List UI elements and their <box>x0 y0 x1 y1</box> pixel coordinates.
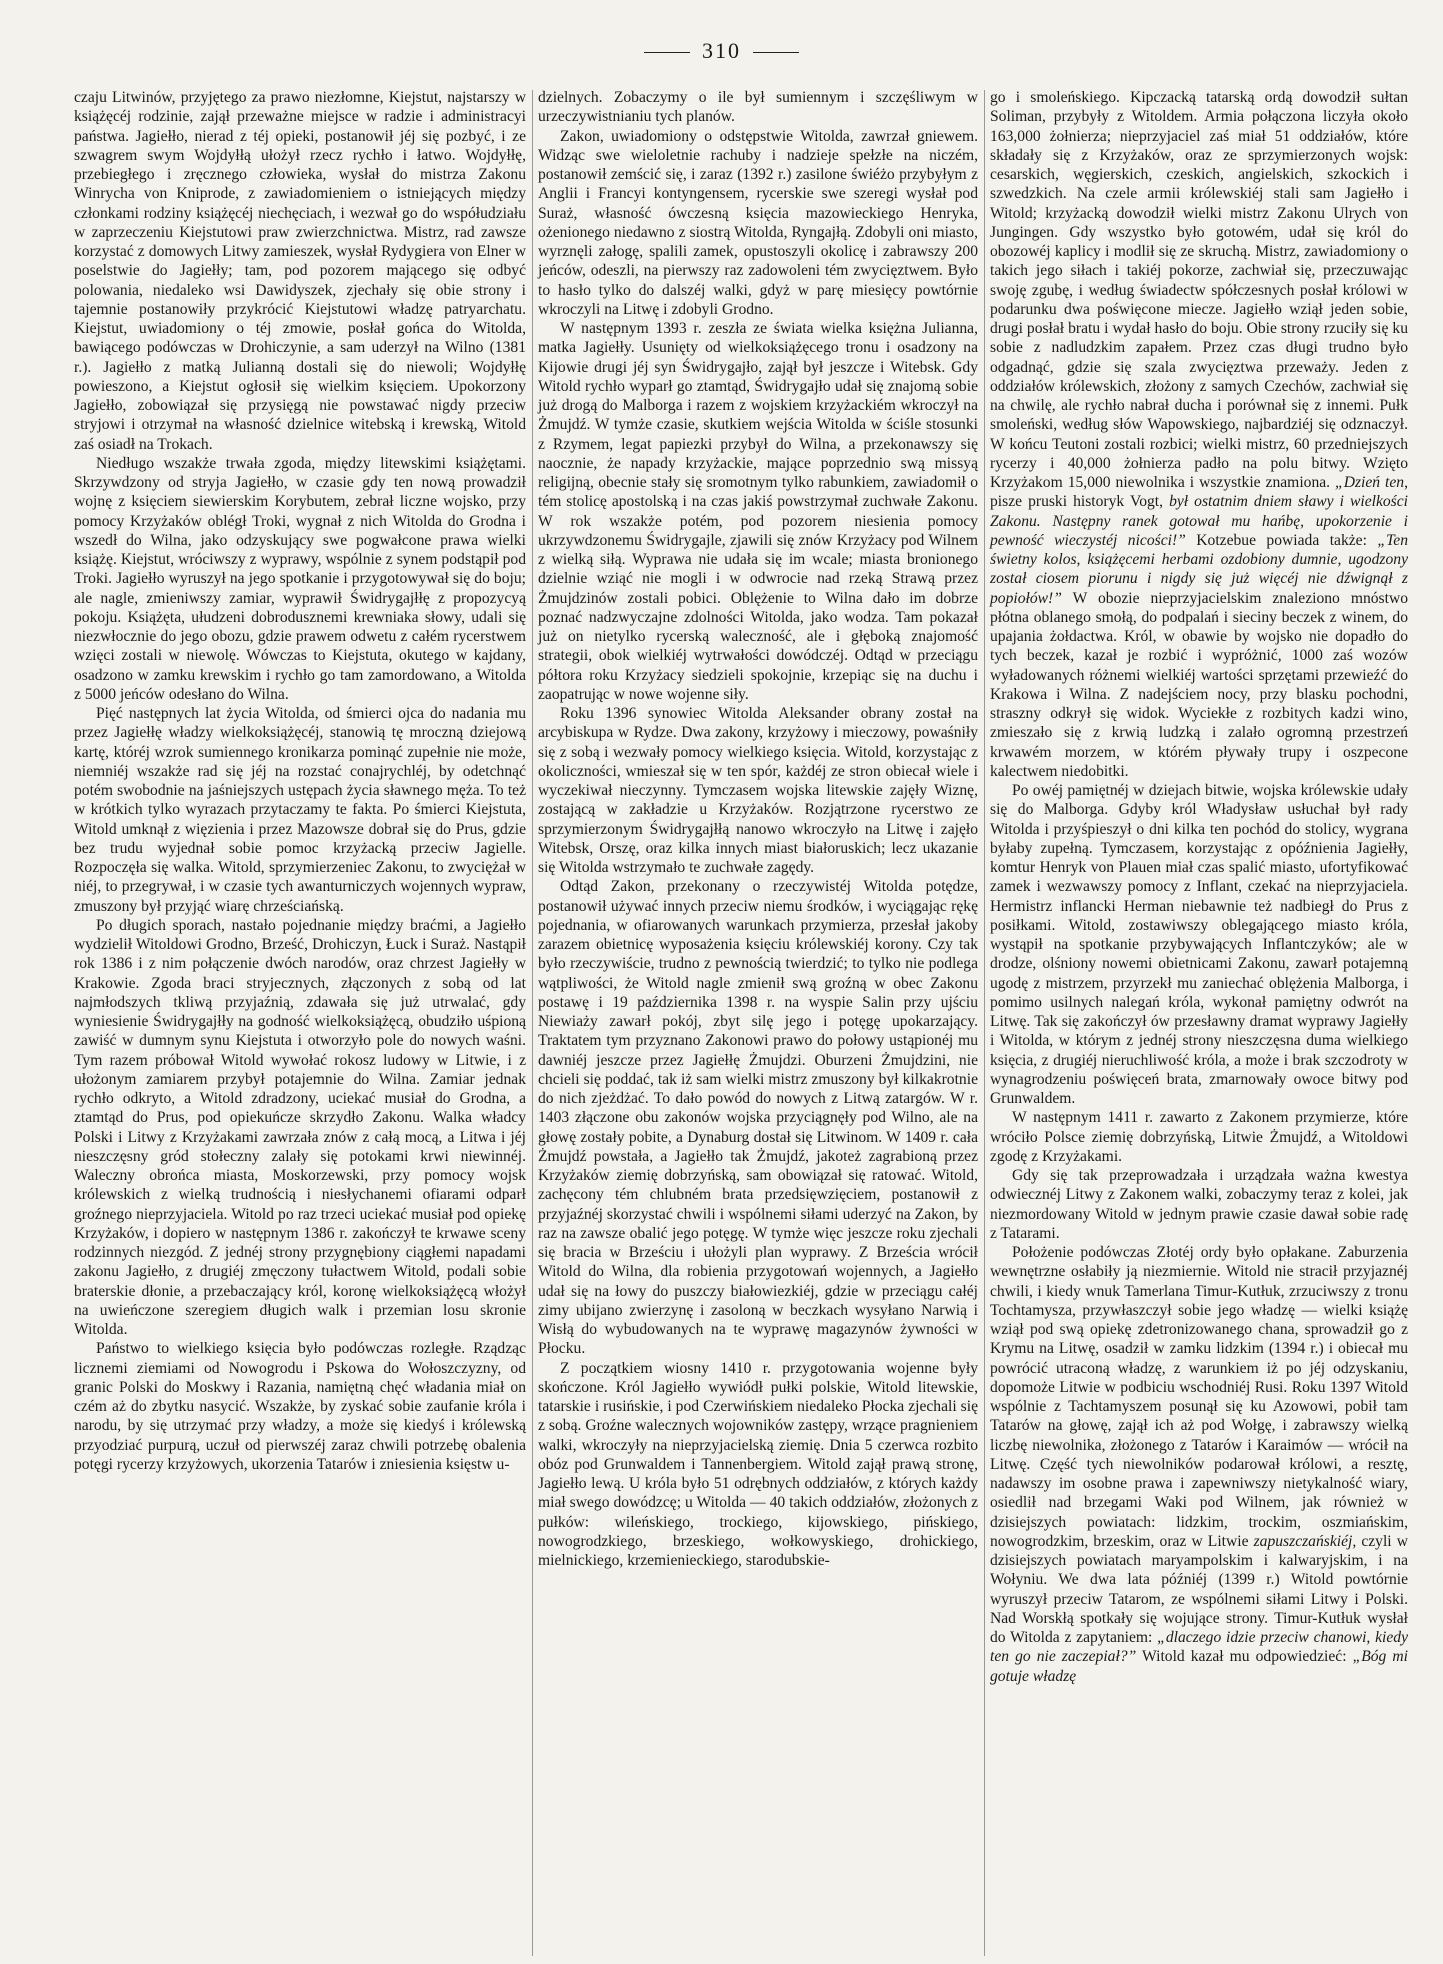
text-run: W następnym 1411 r. zawarto z Zakonem przymierze, które wróciło Polsce ziemię dobrzyńską, Litwie Żmujdź, a Witoldowi zgodę z Krzyżakami. <box>990 1109 1408 1165</box>
text-run: pisze pruski historyk Vogt, <box>990 493 1170 511</box>
text-run: Położenie podówczas Złotéj ordy było opłakane. Zaburzenia wewnętrzne osłabiły ją niezmiernie. Witold nie stracił przyjaznéj chwili, i kiedy wnuk Tamerlana Timur-Kutłuk, zrzuciwszy z tronu Tochtamysza, przywłaszczył sobie jego władzę — wielki książę wziął pod swą opiekę zdetronizowanego chana, sprowadził go z Krymu na Litwę, osadził w zamku lidzkim (1394 r.) i obiecał mu powrócić utraconą władzę, z warunkiem iż po jéj odzyskaniu, dopomoże Litwie w podbiciu wschodniéj Rusi. Roku 1397 Witold wspólnie z Tachtamyszem posunął się ku Azowowi, pobił tam Tatarów na głowę, zajął ich aż pod Wołgę, i zabrawszy wielką liczbę niewolnika, złożonego z Tatarów i Karaimów — wrócił na Litwę. Część tych niewolników podarował królowi, a resztę, nadawszy im osobne prawa i zapewniwszy nietykalność wiary, osiedlił nad brzegami Waki pod Wilnem, jak również w dzisiejszych powiatach: lidzkim, trockim, oszmiańskim, nowogrodzkim, brzeskim, oraz w Litwie <box>990 1244 1408 1550</box>
paragraph <box>538 127 978 320</box>
italic-quote: „dlaczego idzie przeciw chanowi, kiedy ten go nie zaczepiał?” <box>990 1629 1408 1666</box>
text-run: Po długich sporach, nastało pojednanie między braćmi, a Jagiełło wydzielił Witoldowi Grodno, Brześć, Drohiczyn, Łuck i Suraż. Nastąpił rok 1386 i z nim połączenie dwóch narodów, oraz chrzest Jagiełły w Krakowie. Zgoda braci stryjecznych, złączonych z sobą od lat najmłodszych tkliwą przyjaźnią, zdawała się już utrwalać, gdy wyniesienie Świdrygajłły na godność wielkoksiążęcą, obudziło uśpioną zawiść w dumnym synu Kiejstuta i otworzyło pole do nowych waśni. Tym razem próbował Witold wywołać rokosz ludowy w Litwie, i z ułożonym zamiarem przybył potajemnie do Wilna. Zamiar jednak rychło odkryto, a Witold zdradzony, uciekać musiał do Grodna, a ztamtąd do Prus, pod opiekuńcze skrzydło Zakonu. Walka władcy Polski i Litwy z Krzyżakami zawrzała znów z całą mocą, a Litwa i jéj nieszczęsny gród stołeczny zalały się potokami krwi niewinnéj. Waleczny obrońca miasta, Moskorzewski, przy pomocy wojsk królewskich z wielką trudnością i niesłychanemi ofiarami odparł groźnego nieprzyjaciela. Witold po raz trzeci uciekać musiał pod opiekę Krzyżaków, i dopiero w następnym 1386 r. zakończył te krwawe sceny rodzinnych niezgód. Z jednéj strony przygnębiony ciągłemi napadami zakonu Jagiełło, z drugiéj zmęczony tułactwem Witold, podali sobie braterskie dłonie, a przebaczający król, koronę wielkoksiążęcą włożył na uwieńczone szeregiem długich walk i przemian losu skronie Witolda. <box>74 916 526 1338</box>
italic-quote: zapuszczańskiéj, <box>1253 1532 1357 1550</box>
header-rule-right <box>753 52 799 53</box>
paragraph <box>74 916 526 1340</box>
text-run: Roku 1396 synowiec Witolda Aleksander obrany został na arcybiskupa w Rydze. Dwa zakony, krzyżowy i mieczowy, powaśniły się z sobą i wezwały pomocy wielkiego księcia. Witold, korzystając z okoliczności, wmieszał się w ten spór, każdéj ze stron obiecał wiele i wyczekiwał nieczynny. Tymczasem wojska litewskie zajęły Wiznę, zostającą w zakładzie u Krzyżaków. Rozjątrzone rycerstwo ze sprzymierzonym Świdrygajłłą nanowo wkroczyło na Litwę i zajęło Witebsk, Orszę, oraz kilka innych miast białoruskich; lecz ukazanie się Witolda wstrzymało te zuchwałe zagędy. <box>538 705 978 876</box>
paragraph <box>538 88 978 127</box>
paragraph <box>538 319 978 704</box>
italic-quote: był ostatnim dniem sławy i wielkości Zakonu. Następny ranek gotował mu hańbę, upokorzenie i pewność wieczystéj nicości!” <box>990 493 1409 549</box>
column-divider <box>532 90 533 1956</box>
paragraph <box>538 877 978 1358</box>
italic-quote: „Ten świetny kolos, książęcemi herbami ozdobiony dumnie, ugodzony został ciosem piorunu i nigdy się już więcéj nie dźwignął z popiołów!” <box>990 531 1408 607</box>
text-run: Z początkiem wiosny 1410 r. przygotowania wojenne były skończone. Król Jagiełło wywiódł pułki polskie, Witold litewskie, tatarskie i rusińskie, i pod Czerwińskiem niedaleko Płocka zjechali się z sobą. Groźne walecznych wojowników zastępy, wrzące pragnieniem walki, wkroczyły na nieprzyjacielską ziemię. Dnia 5 czerwca rozbito obóz pod Grunwaldem i Tannenbergiem. Witold zajął prawą stronę, Jagiełło lewą. U króla było 51 odrębnych oddziałów, z których każdy miał swego dowódzcę; u Witolda — 40 takich oddziałów, złożonych z pułków: wileńskiego, trockiego, kijowskiego, pińskiego, nowogrodzkiego, brzeskiego, wołkowyskiego, drohickiego, mielnickiego, krzemienieckiego, starodubskie- <box>538 1359 978 1569</box>
paragraph <box>74 454 526 704</box>
page-number: 310 <box>702 38 741 63</box>
text-run: czyli w dzisiejszych powiatach maryampolskim i kalwaryjskim, i na Wołyniu. We dwa lata późniéj (1399 r.) Witold powtórnie wyruszył przeciw Tatarom, ze wspólnemi siłami Litwy i Polski. Nad Worskłą spotkały się wojujące strony. Timur-Kutłuk wysłał do Witolda z zapytaniem: <box>990 1532 1408 1646</box>
text-run: Pięć następnych lat życia Witolda, od śmierci ojca do nadania mu przez Jagiełłę władzy wielkoksiążęcéj, stanowią tę mroczną dziejową kartę, któréj wzrok sumiennego kronikarza pominąć zupełnie nie może, niemniéj wszakże rad się jéj na rozstać conajrychléj, by odetchnąć potém swobodnie na jaśniejszych ustępach życia sławnego męża. To też w krótkich tylko wyrazach przytaczamy te fakta. Po śmierci Kiejstuta, Witold umknął z więzienia i przez Mazowsze dobrał się do Prus, gdzie bez trudu wyjednał sobie pomoc krzyżacką przeciw Jagielle. Rozpoczęła się walka. Witold, sprzymierzeniec Zakonu, to zwyciężał w niéj, to przegrywał, i w czasie tych awanturniczych wojennych wypraw, zmuszony był przyjąć wiarę chrześciańską. <box>74 705 526 915</box>
column-divider <box>984 90 985 1956</box>
paragraph <box>538 1359 978 1571</box>
text-run: czaju Litwinów, przyjętego za prawo niezłomne, Kiejstut, najstarszy w książęcéj rodzinie, zajął przeważne miejsce w radzie i administracyi państwa. Jagiełło, nierad z téj opieki, postanowił jéj się pozbyć, i ze szwagrem swym Wojdyłłą ułożył rzecz rychło i łatwo. Wojdyłłę, przebiegłego i zręcznego człowieka, wysłał do mistrza Zakonu Winrycha von Kniprode, z zawiadomieniem o istniejących między członkami rodziny książęcéj niechęciach, i wezwał go do współudziału w zaprzeczeniu Kiejstutowi praw zwierzchnictwa. Mistrz, rad zawsze korzystać z domowych Litwy zamieszek, wysłał Rydygiera von Elner w poselstwie do Jagiełły; tam, pod pozorem mającego się odbyć polowania, niedaleko wsi Dawidyszek, zjechały się obie strony i tajemnie postanowiły przykrócić Kiejstutowi władzę patryarchatu. Kiejstut, uwiadomiony o téj zmowie, posłał gońca do Witolda, bawiącego podówczas w Drohiczynie, a sam uderzył na Wilno (1381 r.). Jagiełło z matką Julianną dostali się do niewoli; Wojdyłłę powieszono, a Kiejstut ogłosił się wielkim księciem. Upokorzony Jagiełło, zobowiązał się przysięgą nie powstawać nigdy przeciw stryjowi i otrzymał na własność dzielnice witebską i krewską, Witold zaś osiadł na Trokach. <box>74 89 526 453</box>
paragraph <box>74 1339 526 1474</box>
paragraph <box>990 1166 1408 1243</box>
text-column-3 <box>990 88 1408 1686</box>
paragraph <box>990 1108 1408 1166</box>
text-run: Po owéj pamiętnéj w dziejach bitwie, wojska królewskie udały się do Malborga. Gdyby król Władysław usłuchał był rady Witolda i przyśpieszył o dni kilka ten pochód do stolicy, wygrana byłaby zupełną. Tymczasem, korzystając z opóźnienia Jagiełły, komtur Henryk von Plauen miał czas spalić miasto, ufortyfikować zamek i wezwawszy pomocy z Inflant, czekać na nieprzyjaciela. Hermistrz inflancki Herman niebawnie też nadbiegł do Prus z posiłkami. Witold, zostawiwszy oblegającego miasto króla, wystąpił na spotkanie przybywających Inflantczyków; ale w drodze, olśniony nowemi obietnicami Zakonu, zawarł potajemną ugodę z mistrzem, przyrzekł mu zaniechać oblężenia Malborga, i pomimo usilnych nalegań króla, wykonał pamiętny odwrót na Litwę. Tak się zakończył ów przesławny dramat wyprawy Jagiełły i Witolda, w którym z jednéj strony nieszczęsna duma wielkiego księcia, z drugiéj nieruchliwość króla, a może i brak szczodroty w wynagrodzeniu poświęceń brata, zmarnowały owoce bitwy pod Grunwaldem. <box>990 782 1408 1107</box>
text-run: Zakon, uwiadomiony o odstępstwie Witolda, zawrzał gniewem. Widząc swe wieloletnie rachuby i nadzieje spełzłe na niczém, postanowił zemścić się, i zaraz (1392 r.) zasilone świéżo przybyłym z Anglii i Francyi kontyngensem, rycerskie swe szeregi wysłał pod Suraż, własność ówczesną księcia mazowieckiego Henryka, ożenionego niedawno z siostrą Witolda, Ryngajłą. Zdobyli oni miasto, wyrznęli załogę, spalili zamek, opustoszyli okolicę i zabrawszy 200 jeńców, odeszli, na pierwszy raz zadowoleni tém zwycięztwem. Było to hasło tylko do dalszéj walki, gdyż w parę miesięcy powtórnie wkroczyli na Litwę i zdobyli Grodno. <box>538 127 978 318</box>
italic-quote: „Bóg mi gotuje władzę <box>990 1648 1408 1685</box>
text-run: Gdy się tak przeprowadzała i urządzała ważna kwestya odwiecznéj Litwy z Zakonem walki, zobaczymy teraz z kolei, jak niezmordowany Witold w jednym prawie czasie dawał sobie radę z Tatarami. <box>990 1167 1408 1242</box>
paragraph <box>990 88 1408 781</box>
text-run: Niedługo wszakże trwała zgoda, między litewskimi książętami. Skrzywdzony od stryja Jagiełło, w czasie gdy ten nową prowadził wojnę z księciem siewierskim Korybutem, zebrał liczne wojsko, przy pomocy Krzyżaków oblégł Troki, wygnał z nich Witolda do Grodna i wszedł do Wilna, jako odzyskujący swe pogwałcone prawa wielki książę. Kiejstut, wróciwszy z wyprawy, wspólnie z synem podstąpił pod Troki. Jagiełło wyruszył na jego spotkanie i przygotowywał się do boju; ale nagle, zmieniwszy zamiar, wyprawił Świdrygajłłę z propozycyą pokoju. Książęta, ułudzeni dobrodusznemi krewniaka słowy, udali się niezwłocznie do jego obozu, gdzie prawem odwetu z całém rycerstwem wzięci zostali w niewolę. Wówczas to Kiejstuta, okutego w kajdany, osadzono w zamku krewskim i rychło go tam zamordowano, a Witolda z 5000 jeńców odesłano do Wilna. <box>74 454 526 703</box>
text-run: dzielnych. Zobaczymy o ile był sumiennym i szczęśliwym w urzeczywistnianiu tych planów. <box>538 89 978 126</box>
paragraph <box>74 88 526 454</box>
page-header <box>0 38 1443 64</box>
text-run: Odtąd Zakon, przekonany o rzeczywistéj Witolda potędze, postanowił używać innych przeciw niemu środków, i wyciągając rękę pojednania, w ofiarowanych warunkach przymierza, przesłał jakoby zarazem obietnicę wyposażenia księciu królewskiéj korony. Czy tak było rzeczywiście, trudno z pewnością twierdzić; to tylko nie podlega wątpliwości, że Witold nagle zmienił swą groźną w obec Zakonu postawę i 19 października 1398 r. na wyspie Salin przy ujściu Niewiaży zawarł pokój, zbyt silę jego i potęgę upokarzający. Traktatem tym przyznano Zakonowi prawo do połowy ustąpionéj mu dawniéj jeszcze przez Jagiełłę Żmujdzi. Oburzeni Żmujdzini, nie chcieli się poddać, tak iż sam wielki mistrz zmuszony był kilkakrotnie do nich zjeżdżać. To dało powód do nowych z Litwą zatargów. W r. 1403 złączone obu zakonów wojska przyciągnęły pod Wilno, ale na głowę zostały pobite, a Dynaburg dostał się Litwinom. W 1409 r. cała Żmujdź powstała, a Jagiełło tak Żmujdź, jakoteż zagrabioną przez Krzyżaków ziemię dobrzyńską, sam obowiązał się ratować. Witold, zachęcony tém chlubném brata przedsięwzięciem, postanowił z przyjaźnéj skorzystać chwili i wspólnemi siłami uderzyć na Zakon, by raz na zawsze obalić jego potęgę. W tymże więc jeszcze roku zjechali się bracia w Brześciu i ułożyli plan wyprawy. Z Brześcia wrócił Witold do Wilna, dla robienia przygotowań wojennych, a Jagiełło udał się na łowy do puszczy białowiezkiéj, gdzie w przeciągu całéj zimy ubijano zwierzynę i zasoloną w beczkach wysyłano Narwią i Wisłą do wybudowanych na te wyprawę magazynów żywności w Płocku. <box>538 878 978 1358</box>
text-run: Witold kazał mu odpowiedzieć: <box>1136 1648 1353 1666</box>
paragraph <box>990 1243 1408 1686</box>
text-column-2 <box>538 88 978 1570</box>
text-run: W obozie nieprzyjacielskim znaleziono mnóstwo płótna oblanego smołą, do podpalań i sieciny beczek z winem, do upajania żołdactwa. Król, w obawie by wojsko nie dopadło do tych beczek, kazał je rozbić i wypróżnić, 1000 zaś wozów wyładowanych różnemi wielkiéj wartości sprzętami przewieźć do Krakowa i Wilna. Z nadejściem nocy, przy blasku pochodni, straszny odkrył się widok. Wyciekłe z rozbitych kadzi wino, zmieszało się z krwią ludzką i zalało ogromną przestrzeń krwawém morzem, w którém pływały trupy i oszpecone kalectwem niedobitki. <box>990 589 1408 780</box>
italic-quote: „Dzień ten, <box>1335 474 1408 491</box>
text-run: Kotzebue powiada także: <box>1185 531 1378 549</box>
text-run: Państwo to wielkiego księcia było podówczas rozległe. Rządząc licznemi ziemiami od Nowogrodu i Pskowa do Wołoszczyzny, od granic Polski do Moskwy i Razania, namiętną chęć władania miał on czém aż do zbytku nasycić. Wszakże, by zyskać sobie zaufanie króla i narodu, by się utrzymać przy władzy, a może się kiedyś i królewską przyodziać purpurą, uczuł od pierwszéj zaraz chwili potrzebę obalenia potęgi rycerzy krzyżowych, ukorzenia Tatarów i zniesienia księstw u- <box>74 1340 526 1473</box>
text-run: W następnym 1393 r. zeszła ze świata wielka księżna Julianna, matka Jagiełły. Usunięty od wielkoksiążęcego tronu i osadzony na Kijowie drugi jéj syn Świdrygajło, zajął był jeszcze i Witebsk. Gdy Witold rychło wyparł go ztamtąd, Świdrygajło udał się znajomą sobie już drogą do Malborga i razem z wojskiem krzyżackiém wkroczył na Żmujdź. W tymże czasie, skutkiem wejścia Witolda w ściśle stosunki z Rzymem, legat papiezki przybył do Wilna, a przekonawszy się naocznie, że napady krzyżackie, mające poprzednio swą missyą religijną, obecnie stały się sromotnym tylko rabunkiem, zawiadomił o tém stolicę apostolską i na czas jakiś powstrzymał zuchwałe Zakonu. W rok wszakże potém, pod pozorem niesienia pomocy ukrzywdzonemu Świdrygajle, zjawili się znów Krzyżacy pod Wilnem z wielką siłą. Wyprawa nie udała się im wcale; miasta bronionego dzielnie wziąć nie mogli i w odwrocie nad rzeką Strawą przez Żmujdzinów zostali pobici. Oblężenie to Wilna dało im dobrze poznać nadzwyczajne zdolności Witolda, jako wodza. Tam pokazał już on nietylko rycerską waleczność, ale i głęboką znajomość strategii, obok wielkiéj wytrwałości dowódczéj. Odtąd w przeciągu półtora roku Krzyżacy siedzieli spokojnie, krzepiąc się na duchu i zaopatrując w nowe wojenne siły. <box>538 320 978 703</box>
text-column-1 <box>74 88 526 1474</box>
paragraph <box>538 704 978 877</box>
paragraph <box>990 781 1408 1108</box>
text-run: go i smoleńskiego. Kipczacką tatarską ordą dowodził sułtan Soliman, przybyły z Witoldem. Armia połączona liczyła około 163,000 żołnierza; nieprzyjaciel zaś miał 51 oddziałów, które składały się z Krzyżaków, oraz ze sprzymierzonych wojsk: cesarskich, węgierskich, czeskich, angielskich, szkockich i szwedzkich. Na czele armii królewskiéj stali sam Jagiełło i Witold; krzyżacką dowodził wielki mistrz Zakonu Ulrych von Jungingen. Gdy wszystko było gotowém, udał się król do obozowéj kaplicy i modlił się ze skruchą. Mistrz, zawiadomiony o takich jego siłach i takiéj pokorze, zachwiał się, przeczuwając swoję zgubę, i według świadectw spółczesnych posłał królowi w podarunku dwa poświęcone miecze. Jagiełło wziął jeden sobie, drugi posłał bratu i wydał hasło do boju. Obie strony rzuciły się ku sobie z nadludzkim zapałem. Przez czas długi trudno było odgadnąć, gdzie się szala zwycięztwa przeważy. Jeden z oddziałów królewskich, złożony z samych Czechów, zachwiał się na chwilę, ale rychło nabrał ducha i porównał się z innemi. Pułk smoleński, według słów Wapowskiego, najbardziéj się odznaczył. W końcu Teutoni zostali rozbici; wielki mistrz, 60 przedniejszych rycerzy i 40,000 żołnierza padło na polu bitwy. Wzięto Krzyżakom 15,000 niewolnika i wszystkie znamiona. <box>990 89 1408 491</box>
paragraph <box>74 704 526 916</box>
header-rule-left <box>644 52 690 53</box>
